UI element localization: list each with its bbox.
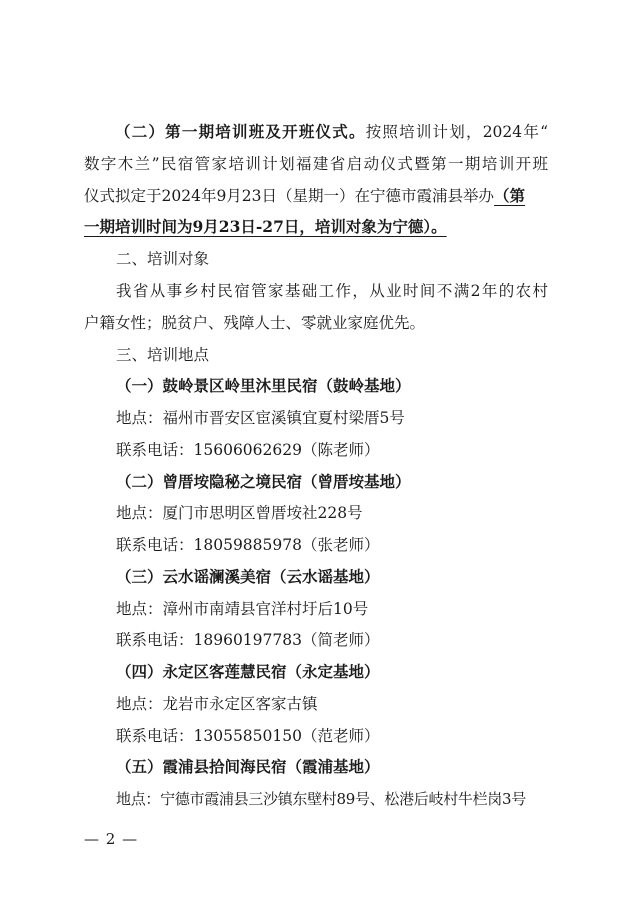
- target-paragraph-line-1: 我省从事乡村民宿管家基础工作，从业时间不满2年的农村: [116, 282, 548, 300]
- location-4-phone: 联系电话：13055850150（范老师）: [116, 727, 380, 745]
- location-2-title: （二）曾厝垵隐秘之境民宿（曾厝垵基地）: [116, 472, 411, 491]
- opening-paragraph-line-3: [84, 186, 525, 206]
- opening-line-3-text: 仪式拟定于2024年9月23日（星期一）在宁德市霞浦县举办: [84, 187, 495, 205]
- opening-line-1-text: 按照培训计划，2024年“: [365, 123, 548, 141]
- location-4-title: （四）永定区客莲慧民宿（永定基地）: [116, 662, 380, 681]
- locations-section-heading: 三、培训地点: [116, 346, 210, 364]
- location-1-phone: 联系电话：15606062629（陈老师）: [116, 441, 380, 459]
- location-5-address: 地点：宁德市霞浦县三沙镇东壁村89号、松港后岐村牛栏岗3号: [116, 790, 526, 808]
- target-paragraph-line-2: 户籍女性；脱贫户、残障人士、零就业家庭优先。: [84, 314, 426, 332]
- page-number: — 2 —: [84, 830, 139, 848]
- opening-paragraph-line-2: 数字木兰”民宿管家培训计划福建省启动仪式暨第一期培训开班: [84, 155, 548, 173]
- location-2-address: 地点：厦门市思明区曾厝垵社228号: [116, 504, 363, 522]
- location-4-address: 地点：龙岩市永定区客家古镇: [116, 695, 318, 713]
- location-3-address: 地点：漳州市南靖县官洋村圩后10号: [116, 600, 369, 618]
- location-3-title: （三）云水谣澜溪美宿（云水谣基地）: [116, 567, 380, 586]
- opening-section-title: （二）第一期培训班及开班仪式。: [115, 122, 366, 141]
- location-5-title: （五）霞浦县拾间海民宿（霞浦基地）: [116, 757, 380, 776]
- opening-line-3-emphasis: （第: [494, 186, 526, 205]
- target-section-heading: 二、培训对象: [116, 250, 210, 268]
- opening-paragraph-line-4: 一期培训时间为9月23日-27日，培训对象为宁德）。: [84, 217, 447, 236]
- location-2-phone: 联系电话：18059885978（张老师）: [116, 536, 380, 554]
- opening-paragraph-line-1: [84, 122, 548, 142]
- location-1-title: （一）鼓岭景区岭里沐里民宿（鼓岭基地）: [116, 376, 411, 395]
- location-3-phone: 联系电话：18960197783（简老师）: [116, 631, 380, 649]
- location-1-address: 地点：福州市晋安区宦溪镇宜夏村梁厝5号: [116, 409, 405, 427]
